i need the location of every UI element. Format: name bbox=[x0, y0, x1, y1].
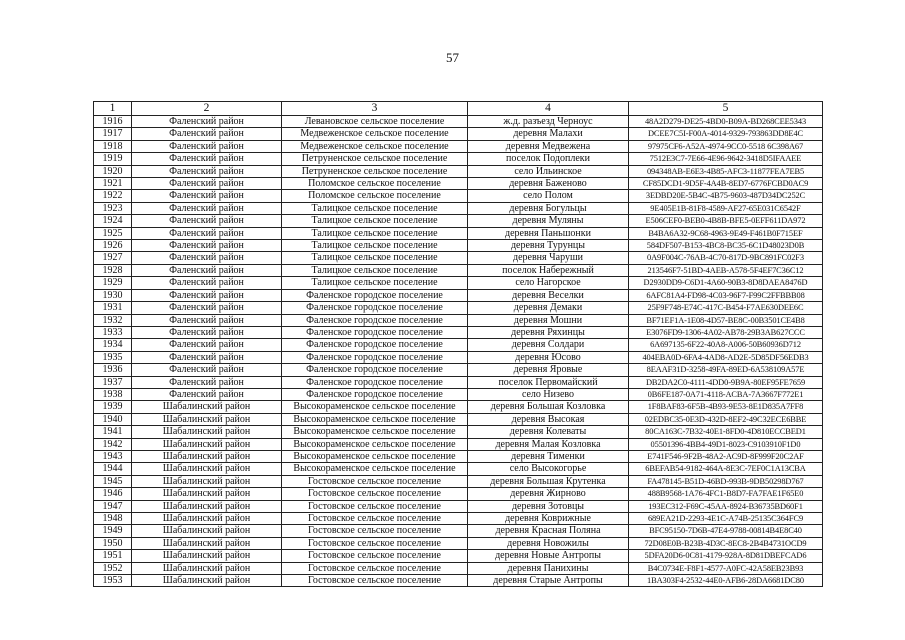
guid-cell: FA478145-B51D-46BD-993B-9DB50298D767 bbox=[629, 475, 823, 487]
row-number-cell: 1952 bbox=[94, 562, 132, 574]
district-cell: Фаленский район bbox=[132, 326, 282, 338]
settlement-cell: Талицкое сельское поселение bbox=[282, 240, 468, 252]
district-cell: Фаленский район bbox=[132, 227, 282, 239]
row-number-cell: 1920 bbox=[94, 165, 132, 177]
district-cell: Шабалинский район bbox=[132, 500, 282, 512]
locality-cell: село Низево bbox=[468, 388, 629, 400]
row-number-cell: 1941 bbox=[94, 426, 132, 438]
table-row bbox=[94, 240, 823, 252]
settlement-cell: Медвеженское сельское поселение bbox=[282, 128, 468, 140]
district-cell: Фаленский район bbox=[132, 140, 282, 152]
settlement-cell: Гостовское сельское поселение bbox=[282, 513, 468, 525]
district-cell: Фаленский район bbox=[132, 165, 282, 177]
guid-cell: 094348AB-E6E3-4B85-AFC3-11877FEA7EB5 bbox=[629, 165, 823, 177]
locality-cell: село Полом bbox=[468, 190, 629, 202]
guid-cell: 584DF507-B153-4BC8-BC35-6C1D48023D0B bbox=[629, 240, 823, 252]
locality-cell: деревня Высокая bbox=[468, 413, 629, 425]
district-cell: Шабалинский район bbox=[132, 488, 282, 500]
row-number-cell: 1934 bbox=[94, 339, 132, 351]
guid-cell: BF71EF1A-1E08-4D57-BE8C-00B3501CE4B8 bbox=[629, 314, 823, 326]
district-cell: Шабалинский район bbox=[132, 562, 282, 574]
locality-cell: село Высокогорье bbox=[468, 463, 629, 475]
row-number-cell: 1919 bbox=[94, 153, 132, 165]
row-number-cell: 1922 bbox=[94, 190, 132, 202]
guid-cell: 48A2D279-DE25-4BD0-B09A-BD268CEE5343 bbox=[629, 116, 823, 128]
guid-cell: E506CEF0-BEB0-4B8B-BFE5-0EFF611DA972 bbox=[629, 215, 823, 227]
guid-cell: 7512E3C7-7E66-4E96-9642-3418D5IFAAEE bbox=[629, 153, 823, 165]
settlement-cell: Талицкое сельское поселение bbox=[282, 227, 468, 239]
settlement-cell: Талицкое сельское поселение bbox=[282, 264, 468, 276]
district-cell: Шабалинский район bbox=[132, 525, 282, 537]
row-number-cell: 1940 bbox=[94, 413, 132, 425]
locality-cell: ж.д. разъезд Черноус bbox=[468, 116, 629, 128]
row-number-cell: 1937 bbox=[94, 376, 132, 388]
locality-cell: деревня Панихины bbox=[468, 562, 629, 574]
settlement-registry-table bbox=[93, 101, 823, 587]
settlement-cell: Фаленское городское поселение bbox=[282, 302, 468, 314]
guid-cell: 689EA21D-2293-4E1C-A74B-25135C364FC9 bbox=[629, 513, 823, 525]
settlement-cell: Гостовское сельское поселение bbox=[282, 488, 468, 500]
settlement-cell: Талицкое сельское поселение bbox=[282, 277, 468, 289]
locality-cell: деревня Турунцы bbox=[468, 240, 629, 252]
district-cell: Фаленский район bbox=[132, 202, 282, 214]
table-row bbox=[94, 202, 823, 214]
district-cell: Фаленский район bbox=[132, 302, 282, 314]
settlement-cell: Гостовское сельское поселение bbox=[282, 537, 468, 549]
settlement-cell: Высокораменское сельское поселение bbox=[282, 450, 468, 462]
table-row bbox=[94, 364, 823, 376]
guid-cell: 1F8BAF83-6F5B-4B93-9E53-8E1D835A7FF8 bbox=[629, 401, 823, 413]
row-number-cell: 1917 bbox=[94, 128, 132, 140]
district-cell: Фаленский район bbox=[132, 364, 282, 376]
row-number-cell: 1918 bbox=[94, 140, 132, 152]
locality-cell: село Нагорское bbox=[468, 277, 629, 289]
guid-cell: E3076FD9-1306-4A02-AB78-29B3AB627CCC bbox=[629, 326, 823, 338]
settlement-cell: Фаленское городское поселение bbox=[282, 339, 468, 351]
settlement-cell: Фаленское городское поселение bbox=[282, 326, 468, 338]
district-cell: Фаленский район bbox=[132, 128, 282, 140]
row-number-cell: 1951 bbox=[94, 550, 132, 562]
guid-cell: E741F546-9F2B-48A2-AC9D-8F999F20C2AF bbox=[629, 450, 823, 462]
table-row bbox=[94, 438, 823, 450]
locality-cell: деревня Красная Поляна bbox=[468, 525, 629, 537]
guid-cell: 6AFC81A4-FD98-4C03-96F7-F99C2FFBBB08 bbox=[629, 289, 823, 301]
settlement-cell: Гостовское сельское поселение bbox=[282, 475, 468, 487]
guid-cell: 213546F7-51BD-4AEB-A578-5F4EF7C36C12 bbox=[629, 264, 823, 276]
table-row bbox=[94, 339, 823, 351]
district-cell: Фаленский район bbox=[132, 153, 282, 165]
table-row bbox=[94, 413, 823, 425]
district-cell: Фаленский район bbox=[132, 376, 282, 388]
settlement-cell: Высокораменское сельское поселение bbox=[282, 438, 468, 450]
district-cell: Шабалинский район bbox=[132, 475, 282, 487]
locality-cell: деревня Мошни bbox=[468, 314, 629, 326]
row-number-cell: 1939 bbox=[94, 401, 132, 413]
district-cell: Шабалинский район bbox=[132, 513, 282, 525]
row-number-cell: 1944 bbox=[94, 463, 132, 475]
row-number-cell: 1925 bbox=[94, 227, 132, 239]
table-row bbox=[94, 140, 823, 152]
locality-cell: деревня Малахи bbox=[468, 128, 629, 140]
guid-cell: 3EDBD20E-5B4C-4B75-9603-487D34DC252C bbox=[629, 190, 823, 202]
locality-cell: деревня Юсово bbox=[468, 351, 629, 363]
settlement-cell: Гостовское сельское поселение bbox=[282, 500, 468, 512]
settlement-cell: Поломское сельское поселение bbox=[282, 190, 468, 202]
settlement-cell: Гостовское сельское поселение bbox=[282, 562, 468, 574]
guid-cell: CF85DCD1-9D5F-4A4B-8ED7-6776FCBD0AC9 bbox=[629, 178, 823, 190]
table-row bbox=[94, 165, 823, 177]
locality-cell: поселок Набережный bbox=[468, 264, 629, 276]
locality-cell: деревня Демаки bbox=[468, 302, 629, 314]
district-cell: Фаленский район bbox=[132, 289, 282, 301]
column-header-district: 2 bbox=[132, 102, 282, 116]
locality-cell: деревня Чаруши bbox=[468, 252, 629, 264]
row-number-cell: 1949 bbox=[94, 525, 132, 537]
guid-cell: 6BEFAB54-9182-464A-8E3C-7EF0C1A13CBA bbox=[629, 463, 823, 475]
row-number-cell: 1945 bbox=[94, 475, 132, 487]
row-number-cell: 1943 bbox=[94, 450, 132, 462]
guid-cell: D2930DD9-C6D1-4A60-90B3-8D8DAEA8476D bbox=[629, 277, 823, 289]
table-row bbox=[94, 277, 823, 289]
guid-cell: 02EDBC35-0E3D-432D-8EF2-49C32ECE6BBE bbox=[629, 413, 823, 425]
guid-cell: BFC95150-7D6B-47E4-9788-00814B4E8C40 bbox=[629, 525, 823, 537]
district-cell: Шабалинский район bbox=[132, 575, 282, 587]
table-row bbox=[94, 215, 823, 227]
locality-cell: деревня Малая Козловка bbox=[468, 438, 629, 450]
table-row bbox=[94, 513, 823, 525]
guid-cell: 0B6FE187-0A71-4118-ACBA-7A3667F772E1 bbox=[629, 388, 823, 400]
guid-cell: 05501396-4BB4-49D1-8023-C9103910F1D0 bbox=[629, 438, 823, 450]
settlement-cell: Фаленское городское поселение bbox=[282, 388, 468, 400]
guid-cell: DB2DA2C0-4111-4DD0-9B9A-80EF95FE7659 bbox=[629, 376, 823, 388]
guid-cell: B4C0734E-F8F1-4577-A0FC-42A58EB23B93 bbox=[629, 562, 823, 574]
settlement-cell: Фаленское городское поселение bbox=[282, 289, 468, 301]
row-number-cell: 1946 bbox=[94, 488, 132, 500]
settlement-cell: Гостовское сельское поселение bbox=[282, 525, 468, 537]
row-number-cell: 1921 bbox=[94, 178, 132, 190]
row-number-cell: 1916 bbox=[94, 116, 132, 128]
row-number-cell: 1930 bbox=[94, 289, 132, 301]
table-row bbox=[94, 388, 823, 400]
district-cell: Фаленский район bbox=[132, 190, 282, 202]
settlement-cell: Гостовское сельское поселение bbox=[282, 575, 468, 587]
locality-cell: деревня Коврижные bbox=[468, 513, 629, 525]
guid-cell: 404EBA0D-6FA4-4AD8-AD2E-5D85DF56EDB3 bbox=[629, 351, 823, 363]
district-cell: Фаленский район bbox=[132, 351, 282, 363]
row-number-cell: 1928 bbox=[94, 264, 132, 276]
row-number-cell: 1950 bbox=[94, 537, 132, 549]
table-row bbox=[94, 351, 823, 363]
guid-cell: DCEE7C5I-F00A-4014-9329-793863DD8E4C bbox=[629, 128, 823, 140]
table-row bbox=[94, 116, 823, 128]
locality-cell: поселок Первомайский bbox=[468, 376, 629, 388]
table-row bbox=[94, 450, 823, 462]
row-number-cell: 1938 bbox=[94, 388, 132, 400]
table-row bbox=[94, 500, 823, 512]
locality-cell: деревня Веселки bbox=[468, 289, 629, 301]
table-row bbox=[94, 537, 823, 549]
locality-cell: деревня Старые Антропы bbox=[468, 575, 629, 587]
guid-cell: 0A9F004C-76AB-4C70-817D-9BC891FC02F3 bbox=[629, 252, 823, 264]
guid-cell: 9E405E1B-81F8-4589-AF27-65E031C6542F bbox=[629, 202, 823, 214]
locality-cell: деревня Солдари bbox=[468, 339, 629, 351]
locality-cell: деревня Тименки bbox=[468, 450, 629, 462]
table-row bbox=[94, 562, 823, 574]
table-row bbox=[94, 376, 823, 388]
settlement-cell: Петруненское сельское поселение bbox=[282, 153, 468, 165]
table-row bbox=[94, 550, 823, 562]
settlement-cell: Фаленское городское поселение bbox=[282, 376, 468, 388]
table-row bbox=[94, 463, 823, 475]
column-header-guid: 5 bbox=[629, 102, 823, 116]
guid-cell: 25F9F748-E74C-417C-B454-F7AE630DEE6C bbox=[629, 302, 823, 314]
district-cell: Шабалинский район bbox=[132, 450, 282, 462]
settlement-cell: Высокораменское сельское поселение bbox=[282, 463, 468, 475]
guid-cell: 8EAAF31D-3258-49FA-89ED-6A538109A57E bbox=[629, 364, 823, 376]
locality-cell: деревня Муляны bbox=[468, 215, 629, 227]
locality-cell: деревня Колеваты bbox=[468, 426, 629, 438]
locality-cell: деревня Медвежена bbox=[468, 140, 629, 152]
locality-cell: деревня Зотовцы bbox=[468, 500, 629, 512]
table-row bbox=[94, 153, 823, 165]
locality-cell: деревня Новые Антропы bbox=[468, 550, 629, 562]
locality-cell: деревня Богульцы bbox=[468, 202, 629, 214]
locality-cell: деревня Новожилы bbox=[468, 537, 629, 549]
settlement-cell: Гостовское сельское поселение bbox=[282, 550, 468, 562]
district-cell: Шабалинский район bbox=[132, 550, 282, 562]
district-cell: Шабалинский район bbox=[132, 438, 282, 450]
table-row bbox=[94, 401, 823, 413]
row-number-cell: 1933 bbox=[94, 326, 132, 338]
row-number-cell: 1932 bbox=[94, 314, 132, 326]
row-number-cell: 1923 bbox=[94, 202, 132, 214]
district-cell: Фаленский район bbox=[132, 252, 282, 264]
district-cell: Шабалинский район bbox=[132, 413, 282, 425]
district-cell: Фаленский район bbox=[132, 314, 282, 326]
district-cell: Фаленский район bbox=[132, 264, 282, 276]
settlement-cell: Высокораменское сельское поселение bbox=[282, 413, 468, 425]
row-number-cell: 1929 bbox=[94, 277, 132, 289]
guid-cell: 1BA303F4-2532-44E0-AFB6-28DA6681DC80 bbox=[629, 575, 823, 587]
locality-cell: деревня Жирново bbox=[468, 488, 629, 500]
row-number-cell: 1942 bbox=[94, 438, 132, 450]
table-body bbox=[94, 116, 823, 587]
settlement-cell: Талицкое сельское поселение bbox=[282, 252, 468, 264]
settlement-cell: Талицкое сельское поселение bbox=[282, 202, 468, 214]
guid-cell: 72D08E0B-B23B-4D3C-8EC8-2B4B4731OCD9 bbox=[629, 537, 823, 549]
settlement-cell: Поломское сельское поселение bbox=[282, 178, 468, 190]
locality-cell: деревня Большая Козловка bbox=[468, 401, 629, 413]
settlement-cell: Медвеженское сельское поселение bbox=[282, 140, 468, 152]
district-cell: Фаленский район bbox=[132, 240, 282, 252]
settlement-cell: Фаленское городское поселение bbox=[282, 314, 468, 326]
settlement-cell: Талицкое сельское поселение bbox=[282, 215, 468, 227]
table-row bbox=[94, 575, 823, 587]
district-cell: Шабалинский район bbox=[132, 537, 282, 549]
column-header-number: 1 bbox=[94, 102, 132, 116]
locality-cell: деревня Паньшонки bbox=[468, 227, 629, 239]
table-row bbox=[94, 326, 823, 338]
district-cell: Фаленский район bbox=[132, 215, 282, 227]
guid-cell: B4BA6A32-9C68-4963-9E49-F461B0F715EF bbox=[629, 227, 823, 239]
district-cell: Фаленский район bbox=[132, 277, 282, 289]
row-number-cell: 1924 bbox=[94, 215, 132, 227]
settlement-cell: Высокораменское сельское поселение bbox=[282, 401, 468, 413]
table-row bbox=[94, 128, 823, 140]
table-row bbox=[94, 264, 823, 276]
guid-cell: 80CA163C-7B32-40E1-8FD0-4D810ECCBED1 bbox=[629, 426, 823, 438]
column-header-settlement: 3 bbox=[282, 102, 468, 116]
locality-cell: деревня Большая Крутенка bbox=[468, 475, 629, 487]
locality-cell: деревня Ряхинцы bbox=[468, 326, 629, 338]
table-header-row bbox=[94, 102, 823, 116]
table-row bbox=[94, 314, 823, 326]
guid-cell: 97975CF6-A52A-4974-9CC0-5518 6C398A67 bbox=[629, 140, 823, 152]
page-number: 57 bbox=[446, 50, 459, 65]
settlement-cell: Петруненское сельское поселение bbox=[282, 165, 468, 177]
row-number-cell: 1953 bbox=[94, 575, 132, 587]
guid-cell: 488B9568-1A76-4FC1-B8D7-FA7FAE1F65E0 bbox=[629, 488, 823, 500]
table-row bbox=[94, 488, 823, 500]
settlement-cell: Фаленское городское поселение bbox=[282, 364, 468, 376]
guid-cell: 193EC312-F69C-45AA-8924-B36735BD60F1 bbox=[629, 500, 823, 512]
district-cell: Шабалинский район bbox=[132, 463, 282, 475]
row-number-cell: 1935 bbox=[94, 351, 132, 363]
settlement-cell: Левановское сельское поселение bbox=[282, 116, 468, 128]
district-cell: Фаленский район bbox=[132, 339, 282, 351]
settlement-cell: Высокораменское сельское поселение bbox=[282, 426, 468, 438]
district-cell: Фаленский район bbox=[132, 178, 282, 190]
locality-cell: деревня Яровые bbox=[468, 364, 629, 376]
row-number-cell: 1926 bbox=[94, 240, 132, 252]
locality-cell: деревня Баженово bbox=[468, 178, 629, 190]
district-cell: Шабалинский район bbox=[132, 401, 282, 413]
district-cell: Фаленский район bbox=[132, 116, 282, 128]
locality-cell: поселок Подоплеки bbox=[468, 153, 629, 165]
row-number-cell: 1927 bbox=[94, 252, 132, 264]
table-row bbox=[94, 525, 823, 537]
table-row bbox=[94, 426, 823, 438]
table-row bbox=[94, 178, 823, 190]
district-cell: Шабалинский район bbox=[132, 426, 282, 438]
row-number-cell: 1947 bbox=[94, 500, 132, 512]
table-row bbox=[94, 475, 823, 487]
table-row bbox=[94, 252, 823, 264]
row-number-cell: 1948 bbox=[94, 513, 132, 525]
table-row bbox=[94, 289, 823, 301]
guid-cell: 6A697135-6F22-40A8-A006-50B60936D712 bbox=[629, 339, 823, 351]
column-header-locality: 4 bbox=[468, 102, 629, 116]
district-cell: Фаленский район bbox=[132, 388, 282, 400]
table-row bbox=[94, 190, 823, 202]
row-number-cell: 1931 bbox=[94, 302, 132, 314]
table-row bbox=[94, 227, 823, 239]
row-number-cell: 1936 bbox=[94, 364, 132, 376]
settlement-cell: Фаленское городское поселение bbox=[282, 351, 468, 363]
guid-cell: 5DFA20D6-0C81-4179-928A-8D81DBEFCAD6 bbox=[629, 550, 823, 562]
table-row bbox=[94, 302, 823, 314]
locality-cell: село Ильинское bbox=[468, 165, 629, 177]
